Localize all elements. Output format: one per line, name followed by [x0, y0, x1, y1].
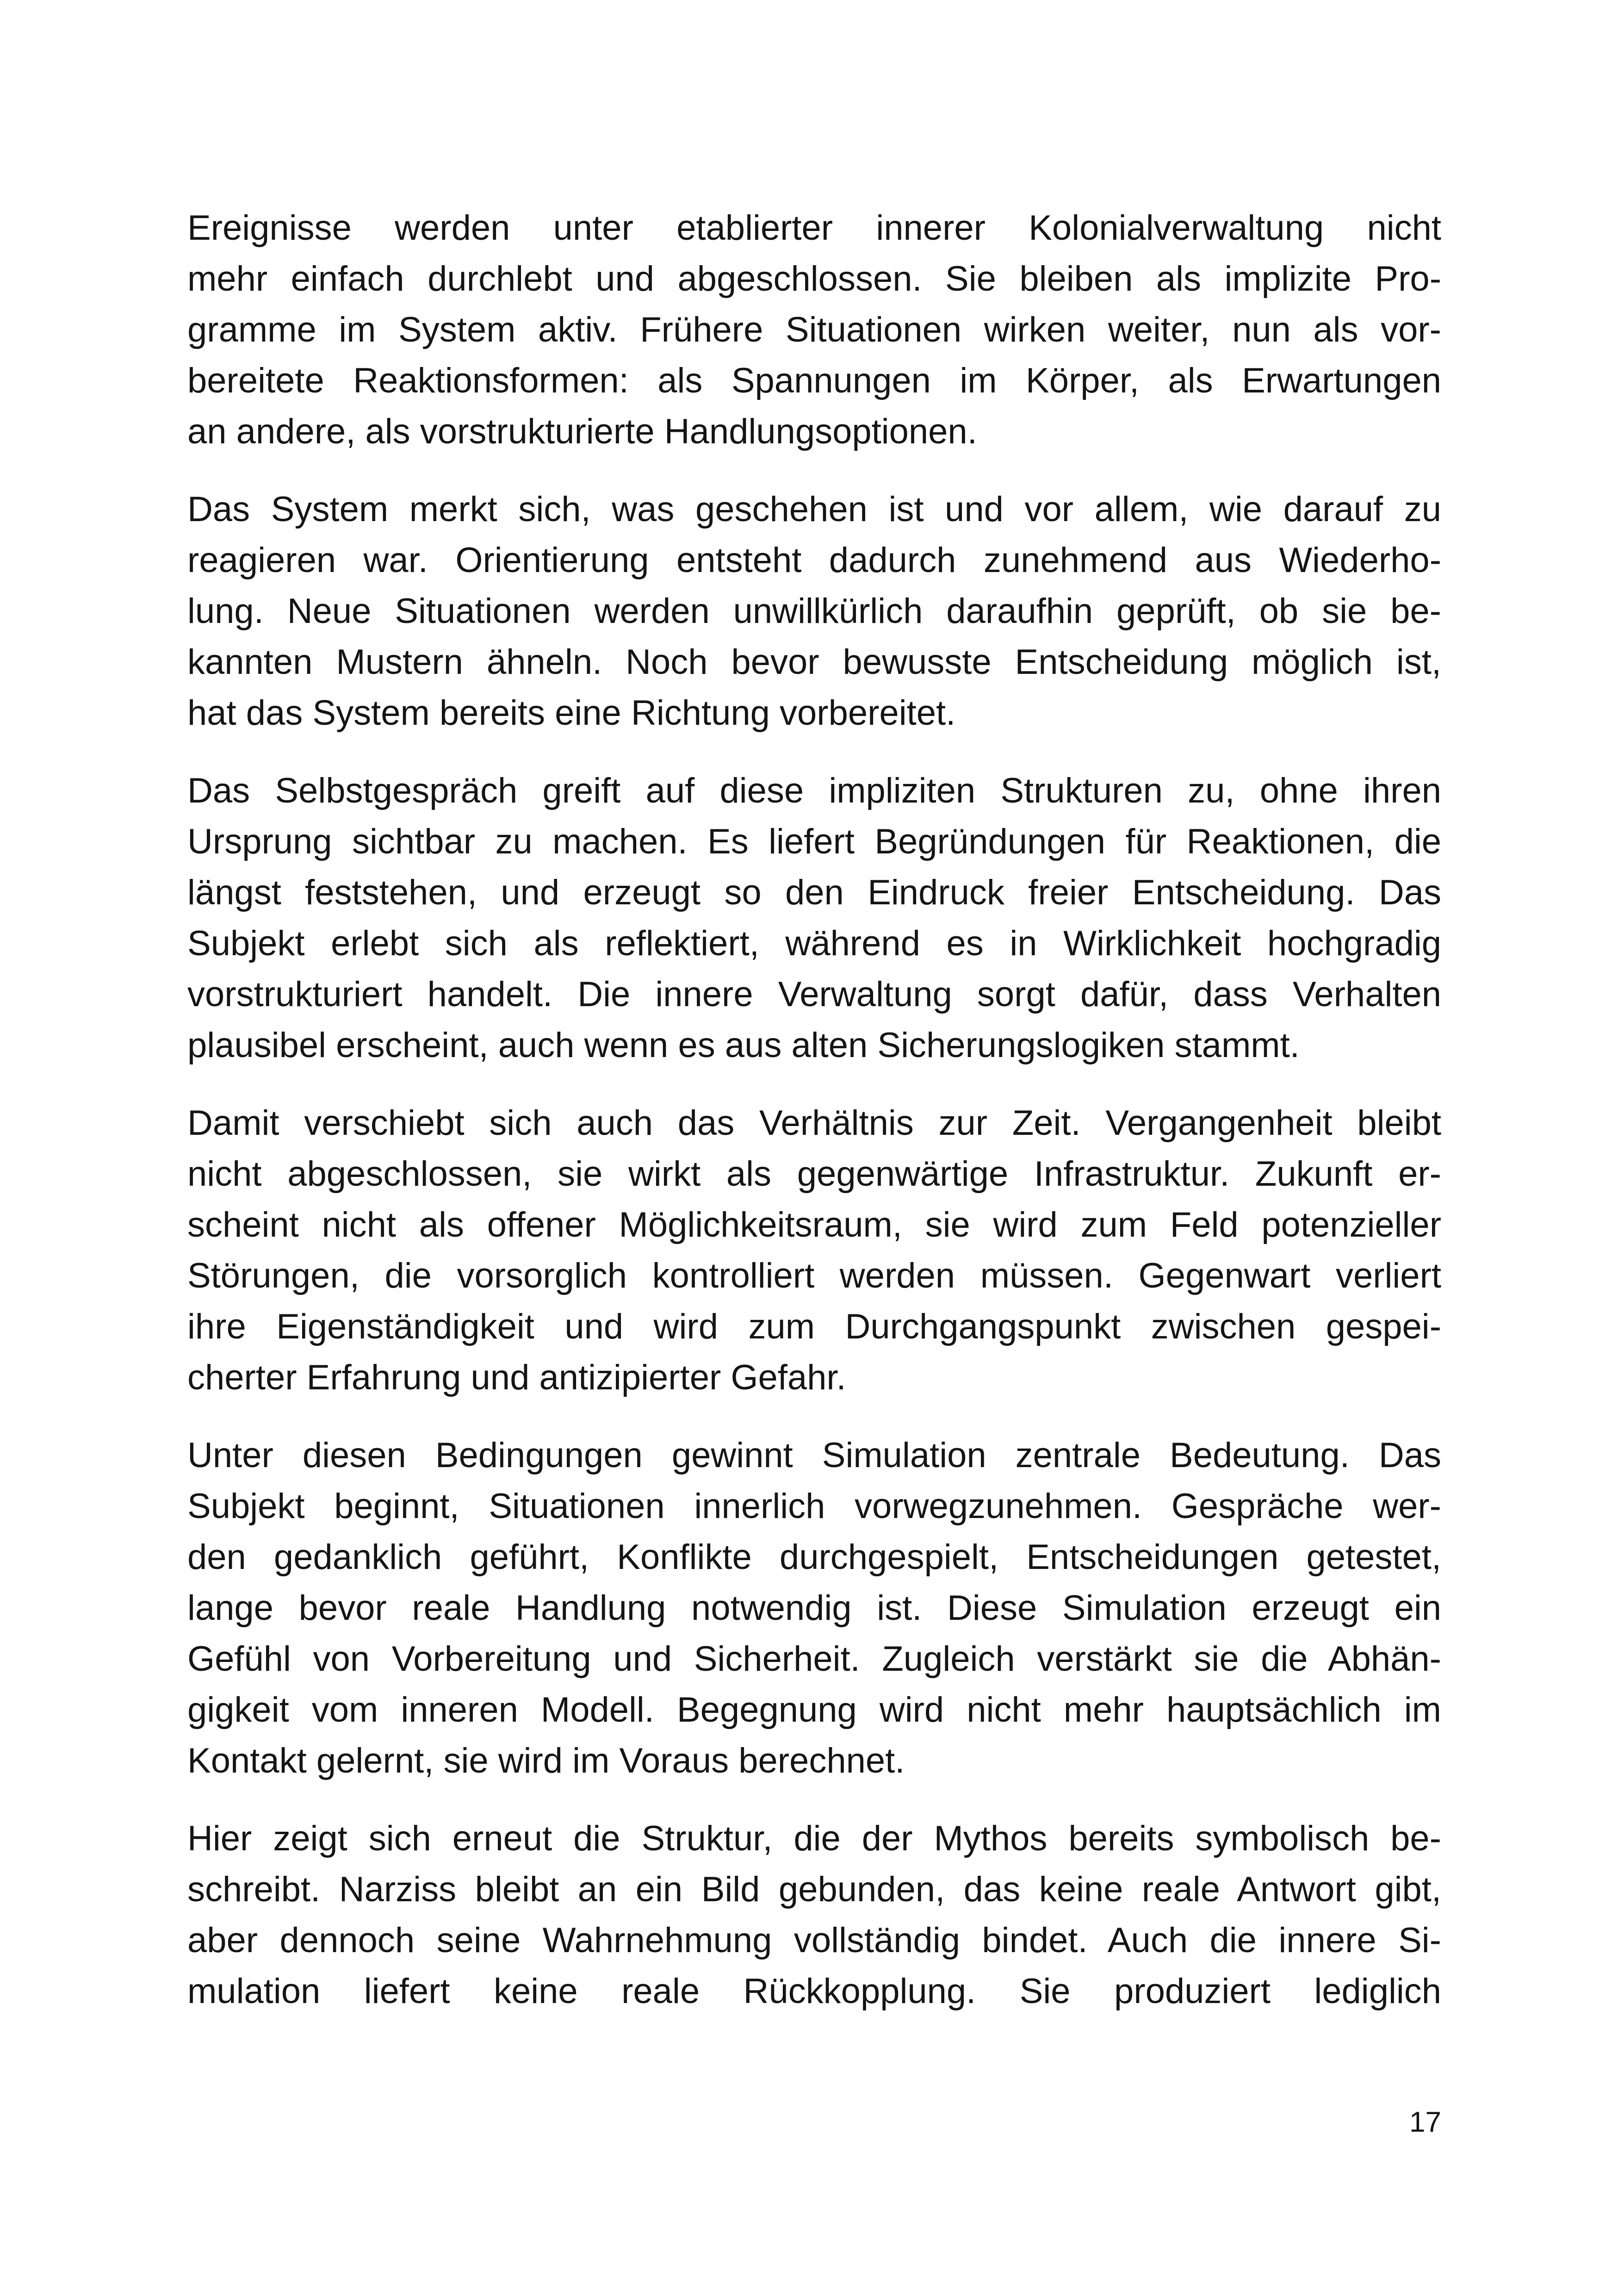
text-line: lung. Neue Situationen werden unwillkürlich daraufhin geprüft, ob sie be- [187, 591, 1441, 631]
text-line: reagieren war. Orientierung entsteht dadurch zunehmend aus Wiederho- [187, 541, 1441, 580]
paragraph [187, 765, 1441, 1071]
text-line: hat das System bereits eine Richtung vorbereitet. [187, 693, 956, 733]
text-line: cherter Erfahrung und antizipierter Gefahr. [187, 1358, 846, 1397]
text-line: an andere, als vorstrukturierte Handlungsoptionen. [187, 412, 977, 451]
paragraph [187, 1813, 1441, 2017]
text-line: lange bevor reale Handlung notwendig ist. Diese Simulation erzeugt ein [187, 1588, 1441, 1628]
text-line: plausibel erscheint, auch wenn es aus alten Sicherungslogiken stammt. [187, 1026, 1300, 1065]
text-line: Das Selbstgespräch greift auf diese impliziten Strukturen zu, ohne ihren [187, 771, 1441, 810]
text-line: Ursprung sichtbar zu machen. Es liefert Begründungen für Reaktionen, die [187, 822, 1441, 861]
text-line: Kontakt gelernt, sie wird im Voraus berechnet. [187, 1741, 905, 1780]
text-line: Störungen, die vorsorglich kontrolliert werden müssen. Gegenwart verliert [187, 1256, 1441, 1295]
page-number: 17 [1409, 2106, 1441, 2138]
text-line: scheint nicht als offener Möglichkeitsraum, sie wird zum Feld potenzieller [187, 1205, 1441, 1244]
text-line: Gefühl von Vorbereitung und Sicherheit. Zugleich verstärkt sie die Abhän- [187, 1639, 1441, 1679]
text-line: Unter diesen Bedingungen gewinnt Simulation zentrale Bedeutung. Das [187, 1436, 1441, 1475]
text-line: aber dennoch seine Wahrnehmung vollständig bindet. Auch die innere Si- [187, 1921, 1441, 1960]
text-line: vorstrukturiert handelt. Die innere Verwaltung sorgt dafür, dass Verhalten [187, 975, 1441, 1014]
text-line: Damit verschiebt sich auch das Verhältnis zur Zeit. Vergangenheit bleibt [187, 1103, 1441, 1143]
text-line: schreibt. Narziss bleibt an ein Bild gebunden, das keine reale Antwort gibt, [187, 1870, 1441, 1909]
text-line: Ereignisse werden unter etablierter innerer Kolonialverwaltung nicht [187, 208, 1441, 248]
text-line: Subjekt erlebt sich als reflektiert, während es in Wirklichkeit hochgradig [187, 924, 1441, 963]
text-line: gramme im System aktiv. Frühere Situationen wirken weiter, nun als vor- [187, 310, 1441, 349]
body-text [187, 203, 1441, 2044]
text-line: Das System merkt sich, was geschehen ist und vor allem, wie darauf zu [187, 490, 1441, 529]
text-line: Hier zeigt sich erneut die Struktur, die der Mythos bereits symbolisch be- [187, 1819, 1441, 1858]
text-line: längst feststehen, und erzeugt so den Eindruck freier Entscheidung. Das [187, 873, 1441, 912]
text-line: nicht abgeschlossen, sie wirkt als gegenwärtige Infrastruktur. Zukunft er- [187, 1154, 1441, 1194]
text-line: mulation liefert keine reale Rückkopplung. Sie produziert lediglich [187, 1972, 1441, 2011]
paragraph [187, 484, 1441, 739]
paragraph [187, 1098, 1441, 1403]
text-line: ihre Eigenständigkeit und wird zum Durchgangspunkt zwischen gespei- [187, 1307, 1441, 1346]
text-line: den gedanklich geführt, Konflikte durchgespielt, Entscheidungen getestet, [187, 1537, 1441, 1577]
text-line: Subjekt beginnt, Situationen innerlich vorwegzunehmen. Gespräche wer- [187, 1487, 1441, 1526]
text-line: gigkeit vom inneren Modell. Begegnung wird nicht mehr hauptsächlich im [187, 1690, 1441, 1730]
paragraph [187, 203, 1441, 457]
text-line: mehr einfach durchlebt und abgeschlossen. Sie bleiben als implizite Pro- [187, 259, 1441, 299]
text-line: bereitete Reaktionsformen: als Spannungen im Körper, als Erwartungen [187, 361, 1441, 400]
text-line: kannten Mustern ähneln. Noch bevor bewusste Entscheidung möglich ist, [187, 642, 1441, 682]
paragraph [187, 1430, 1441, 1786]
